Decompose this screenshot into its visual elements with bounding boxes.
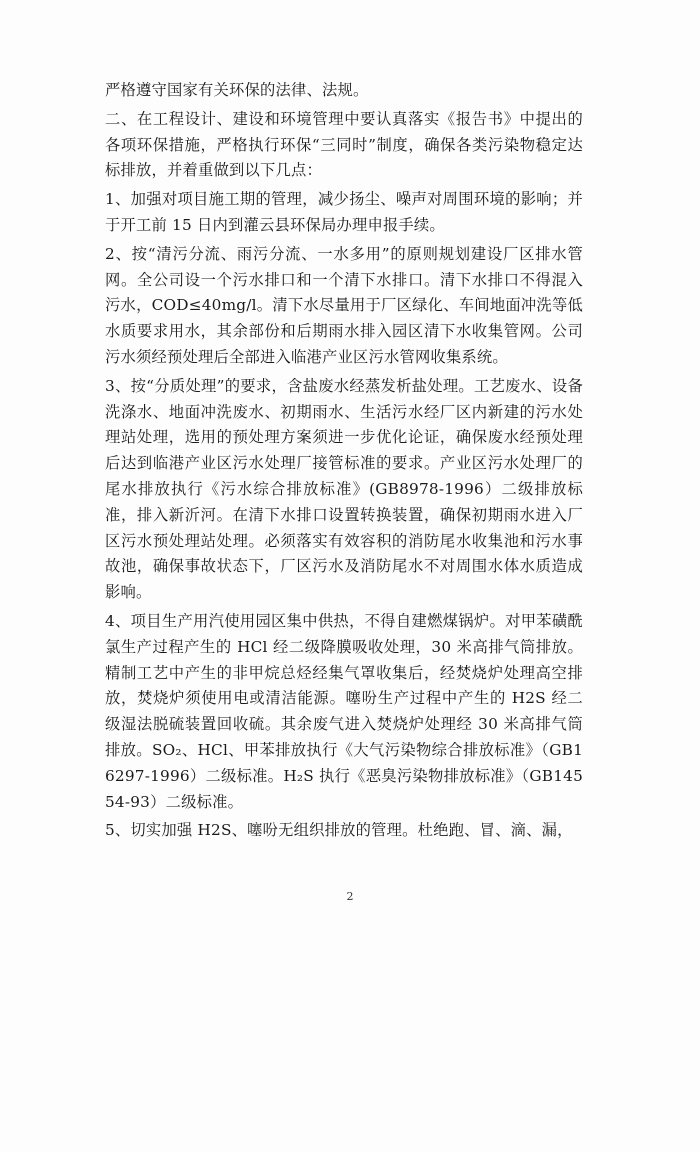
paragraph-item-5: 5、切实加强 H2S、噻吩无组织排放的管理。杜绝跑、冒、滴、漏， [105, 821, 573, 840]
page-number: 2 [346, 890, 354, 903]
paragraph-item-2: 2、按“清污分流、雨污分流、一水多用”的原则规划建设厂区排水管网。全公司设一个污水排口和一个清下水排口。清下水排口不得混入污水，COD≤40mg/l。清下水尽量用于厂区绿化、车间地面冲洗等低水质要求用水，其余部份和后期雨水排入园区清下水收集管网。公司污水须经预处理后全部进入临港产业区污水管网收集系统。 [105, 244, 583, 366]
paragraph-item-4: 4、项目生产用汽使用园区集中供热，不得自建燃煤锅炉。对甲苯磺酰氯生产过程产生的 HCl 经二级降膜吸收处理，30 米高排气筒排放。精制工艺中产生的非甲烷总烃经集气罩收集后，经焚烧炉处理高空排放，焚烧炉须使用电或清洁能源。噻吩生产过程中产生的 H2S 经二级湿法脱硫装置回收硫。其余废气进入焚烧炉处理经 30 米高排气筒排放。SO₂、HCl、甲苯排放执行《大气污染物综合排放标准》（GB16297-1996）二级标准。H₂S 执行《恶臭污染物排放标准》（GB14554-93）二级标准。 [105, 611, 583, 811]
document-body [105, 78, 583, 847]
paragraph-intro: 严格遵守国家有关环保的法律、法规。 [105, 81, 369, 99]
paragraph-item-3: 3、按“分质处理”的要求，含盐废水经蒸发析盐处理。工艺废水、设备洗涤水、地面冲洗废水、初期雨水、生活污水经厂区内新建的污水处理站处理，选用的预处理方案须进一步优化论证，确保废水经预处理后达到临港产业区污水处理厂接管标准的要求。产业区污水处理厂的尾水排放执行《污水综合排放标准》(GB8978-1996）二级排放标准，排入新沂河。在清下水排口设置转换装置，确保初期雨水进入厂区污水预处理站处理。必须落实有效容积的消防尾水收集池和污水事故池，确保事故状态下，厂区污水及消防尾水不对周围水体水质造成影响。 [105, 376, 583, 602]
paragraph-item-1: 1、加强对项目施工期的管理，减少扬尘、噪声对周围环境的影响；并于开工前 15 日内到灌云县环保局办理申报手续。 [105, 190, 583, 234]
paragraph-section-two: 二、在工程设计、建设和环境管理中要认真落实《报告书》中提出的各项环保措施，严格执行环保“三同时”制度，确保各类污染物稳定达标排放，并着重做到以下几点： [105, 109, 583, 180]
